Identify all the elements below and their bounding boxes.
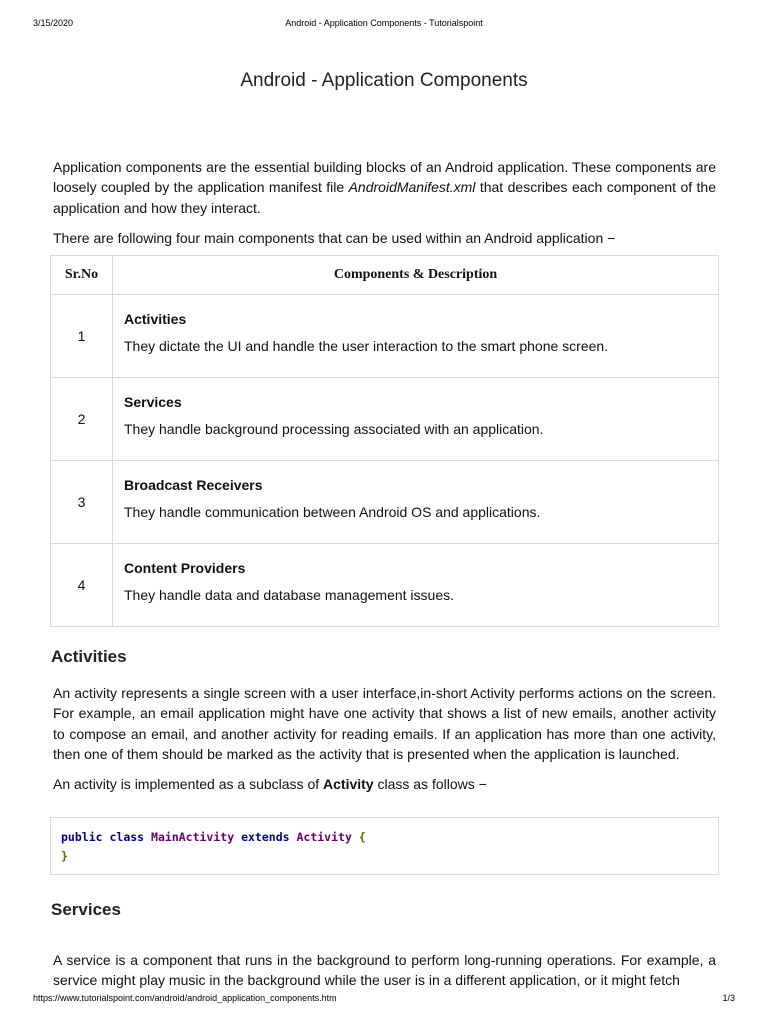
intro-paragraph-2: There are following four main components that can be used within an Android application − xyxy=(53,229,616,246)
row-number: 2 xyxy=(51,378,113,461)
table-row xyxy=(51,378,719,461)
activities-paragraph-2 xyxy=(53,774,716,794)
row-description xyxy=(113,461,719,544)
row-description xyxy=(113,378,719,461)
row-number: 3 xyxy=(51,461,113,544)
services-heading: Services xyxy=(51,900,121,919)
intro-paragraph xyxy=(53,157,716,218)
activities-heading: Activities xyxy=(51,647,127,666)
header-components: Components & Description xyxy=(113,256,719,295)
code-keyword: extends xyxy=(241,830,290,844)
activities-paragraph: An activity represents a single screen with a user interface,in-short Activity performs actions on the screen. For example, an email application might have one activity that shows a list of new emails, another activity to compose an email, and another activity for reading emails. If an application has more than one activity, then one of them should be marked as the activity that is presented when the application is launched. xyxy=(53,685,716,762)
intro-text-2: that describes each component of the application and how they interact. xyxy=(53,179,717,216)
component-desc: They handle communication between Android OS and applications. xyxy=(124,504,541,520)
code-block xyxy=(50,817,719,875)
row-number: 4 xyxy=(51,544,113,627)
component-name: Activities xyxy=(124,311,187,327)
activities-text-2: class as follows − xyxy=(373,776,487,793)
code-base-class: Activity xyxy=(296,830,352,844)
row-description xyxy=(113,295,719,378)
table-header-row xyxy=(51,256,719,295)
header-srno: Sr.No xyxy=(51,256,113,295)
code-keyword: public xyxy=(61,830,103,844)
page-number: 1/3 xyxy=(722,993,735,1003)
print-title: Android - Application Components - Tutorialspoint xyxy=(285,18,483,28)
table-row xyxy=(51,295,719,378)
intro-text-1: Application components are the essential building blocks of an Android application. These components are loosely coupled by the application manifest file xyxy=(53,159,716,196)
code-line-2 xyxy=(61,847,708,866)
code-brace-close: } xyxy=(61,849,68,863)
code-keyword: class xyxy=(109,830,145,844)
code-class-name: MainActivity xyxy=(151,830,235,844)
component-name: Content Providers xyxy=(124,560,246,576)
component-desc: They handle background processing associated with an application. xyxy=(124,421,544,437)
table-row xyxy=(51,544,719,627)
activity-class-name: Activity xyxy=(323,776,374,793)
code-brace-open: { xyxy=(358,830,366,844)
component-desc: They handle data and database management issues. xyxy=(124,587,455,603)
row-number: 1 xyxy=(51,295,113,378)
component-name: Services xyxy=(124,394,182,410)
activities-section xyxy=(53,683,716,794)
component-name: Broadcast Receivers xyxy=(124,477,263,493)
code-line-1 xyxy=(61,828,708,847)
services-paragraph: A service is a component that runs in the background to perform long-running operations. For example, a service might play music in the background while the user is in a different application, or it might fetch xyxy=(53,952,716,989)
row-description xyxy=(113,544,719,627)
intro-section xyxy=(53,157,716,248)
print-date: 3/15/2020 xyxy=(33,18,74,28)
component-desc: They dictate the UI and handle the user interaction to the smart phone screen. xyxy=(124,338,609,354)
table-row xyxy=(51,461,719,544)
print-url: https://www.tutorialspoint.com/android/android_application_components.htm xyxy=(33,993,337,1003)
manifest-filename: AndroidManifest.xml xyxy=(348,179,476,196)
components-table xyxy=(50,255,719,627)
page-title: Android - Application Components xyxy=(240,70,528,91)
activities-text-1: An activity is implemented as a subclass of xyxy=(53,776,324,793)
